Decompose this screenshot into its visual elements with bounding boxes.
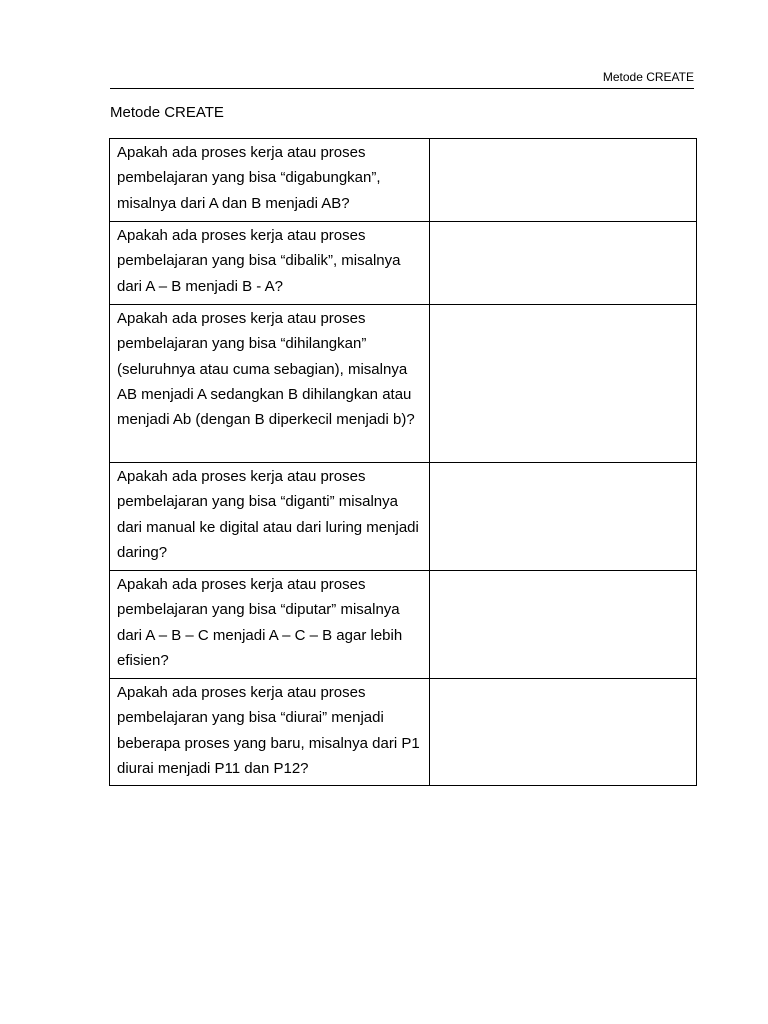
- answer-cell[interactable]: [430, 305, 697, 463]
- table-row: [110, 305, 697, 463]
- table-row: [110, 679, 697, 786]
- create-method-table: [109, 138, 697, 786]
- running-header-title: Metode CREATE: [602, 70, 694, 84]
- answer-cell[interactable]: [430, 139, 697, 222]
- question-cell: [110, 463, 430, 571]
- table-row: [110, 463, 697, 571]
- question-cell: [110, 222, 430, 305]
- answer-cell[interactable]: [430, 571, 697, 679]
- question-text: Apakah ada proses kerja atau proses pembelajaran yang bisa “digabungkan”, misalnya dari A dan B menjadi AB?: [117, 144, 381, 212]
- question-cell: [110, 679, 430, 786]
- answer-cell[interactable]: [430, 463, 697, 571]
- table-row: [110, 139, 697, 222]
- table-row: [110, 222, 697, 305]
- question-text: Apakah ada proses kerja atau proses pembelajaran yang bisa “diputar” misalnya dari A – B – C menjadi A – C – B agar lebih efisien?: [117, 576, 403, 669]
- question-text: Apakah ada proses kerja atau proses pembelajaran yang bisa “diurai” menjadi beberapa proses yang baru, misalnya dari P1 diurai menjadi P11 dan P12?: [117, 684, 420, 777]
- answer-cell[interactable]: [430, 679, 697, 786]
- question-text: Apakah ada proses kerja atau proses pembelajaran yang bisa “dibalik”, misalnya dari A – B menjadi B - A?: [117, 227, 401, 295]
- answer-cell[interactable]: [430, 222, 697, 305]
- table-row: [110, 571, 697, 679]
- question-cell: [110, 139, 430, 222]
- question-cell: [110, 305, 430, 463]
- question-text: Apakah ada proses kerja atau proses pembelajaran yang bisa “dihilangkan” (seluruhnya atau cuma sebagian), misalnya AB menjadi A sedangkan B dihilangkan atau menjadi Ab (dengan B diperkecil menjadi b)?: [117, 310, 415, 429]
- question-text: Apakah ada proses kerja atau proses pembelajaran yang bisa “diganti” misalnya dari manual ke digital atau dari luring menjadi daring?: [117, 468, 419, 561]
- question-cell: [110, 571, 430, 679]
- document-title: Metode CREATE: [110, 104, 224, 121]
- page-header: [110, 68, 694, 89]
